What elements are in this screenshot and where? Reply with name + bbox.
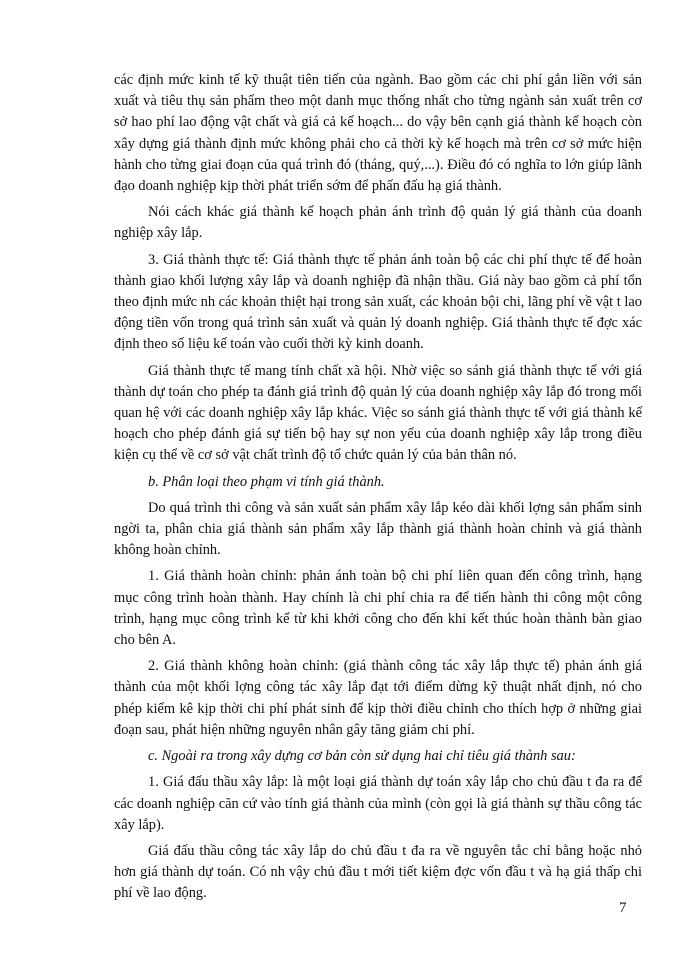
paragraph-bid-price: 1. Giá đấu thầu xây lắp: là một loại giá thành dự toán xây lắp cho chủ đầu t đa ra để các doanh nghiệp căn cứ vào tính giá thành của mình (còn gọi là giá thành sự thầu công tác xây lắp). [114, 774, 642, 833]
paragraph-actual-cost: 3. Giá thành thực tế: Giá thành thực tế phản ánh toàn bộ các chi phí thực tế để hoàn thành giao khối lượng xây lắp và doanh nghiệp đã nhận thầu. Giá này bao gồm cả phí tổn theo định mức nh các khoản thiệt hại trong sản xuất, các khoản bội chi, lãng phí về vật t lao động tiền vốn trong quá trình sản xuất và quản lý doanh nghiệp. Giá thành thực tế đợc xác định theo số liệu kế toán vào cuối thời kỳ kinh doanh. [114, 251, 642, 353]
heading-other-indicators: c. Ngoài ra trong xây dựng cơ bản còn sử dụng hai chỉ tiêu giá thành sau: [148, 748, 576, 765]
paragraph-bid-principle: Giá đấu thầu công tác xây lắp do chủ đầu t đa ra về nguyên tắc chỉ bằng hoặc nhỏ hơn giá thành dự toán. Có nh vậy chủ đầu t mới tiết kiệm đợc vốn đầu t và hạ giá thấp chi phí về lao động. [114, 842, 642, 902]
paragraph-construction-process: Do quá trình thi công và sản xuất sản phẩm xây lắp kéo dài khối lợng sản phẩm sinh ngời ta, phân chia giá thành sản phẩm xây lắp thành giá thành hoàn chỉnh và giá thành không hoàn chỉnh. [114, 499, 642, 559]
paragraph-incomplete-cost: 2. Giá thành không hoàn chỉnh: (giá thành công tác xây lắp thực tế) phản ánh giá thành của một khối lợng công tác xây lắp đạt tới điểm dừng kỹ thuật nhất định, nó cho phép kiểm kê kịp thời chi phí phát sinh để kịp thời điều chỉnh cho thích hợp ở những giai đoạn sau, phát hiện những nguyên nhân gây tăng giảm chi phí. [114, 658, 642, 738]
paragraph-actual-cost-social: Giá thành thực tế mang tính chất xã hội. Nhờ việc so sánh giá thành thực tế với giá thành dự toán cho phép ta đánh giá trình độ quản lý của doanh nghiệp xây lắp đó trong mối quan hệ với các doanh nghiệp xây lắp khác. Việc so sánh giá thành thực tế với giá thành kế hoạch cho phép đánh giá sự tiến bộ hay sự non yếu của doanh nghiệp xây lắp trong điều kiện cụ thể về cơ sở vật chất trình độ tổ chức quản lý của bản thân nó. [114, 362, 642, 464]
heading-classification-scope: b. Phân loại theo phạm vi tính giá thành. [148, 473, 385, 490]
page-number: 7 [619, 900, 627, 916]
paragraph-complete-cost: 1. Giá thành hoàn chỉnh: phản ánh toàn bộ chi phí liên quan đến công trình, hạng mục công trình hoàn thành. Hay chính là chi phí chia ra để tiến hành thi công một công trình, hạng mục công trình kể từ khi khởi công cho đến khi kết thúc hoàn thành bàn giao cho bên A. [114, 568, 642, 649]
paragraph-continuation: các định mức kinh tế kỹ thuật tiên tiến của ngành. Bao gồm các chi phí gắn liền với sản xuất và tiêu thụ sản phẩm theo một danh mục thống nhất cho từng ngành sản xuất trên cơ sở hao phí lao động vật chất và giá cả kế hoạch... do vậy bên cạnh giá thành kế hoạch còn xây dựng giá thành định mức không phải cho cả thời kỳ kế hoạch mà trên cơ sở mức hiện hành cho từng giai đoạn của quá trình đó (tháng, quý,...). Điều đó có nghĩa to lớn giúp lãnh đạo doanh nghiệp kịp thời phát triển sớm để phấn đấu hạ giá thành. [114, 72, 642, 195]
paragraph-plan-cost-summary: Nói cách khác giá thành kế hoạch phản ánh trình độ quản lý giá thành của doanh nghiệp xây lắp. [114, 204, 642, 242]
document-body [114, 70, 642, 910]
